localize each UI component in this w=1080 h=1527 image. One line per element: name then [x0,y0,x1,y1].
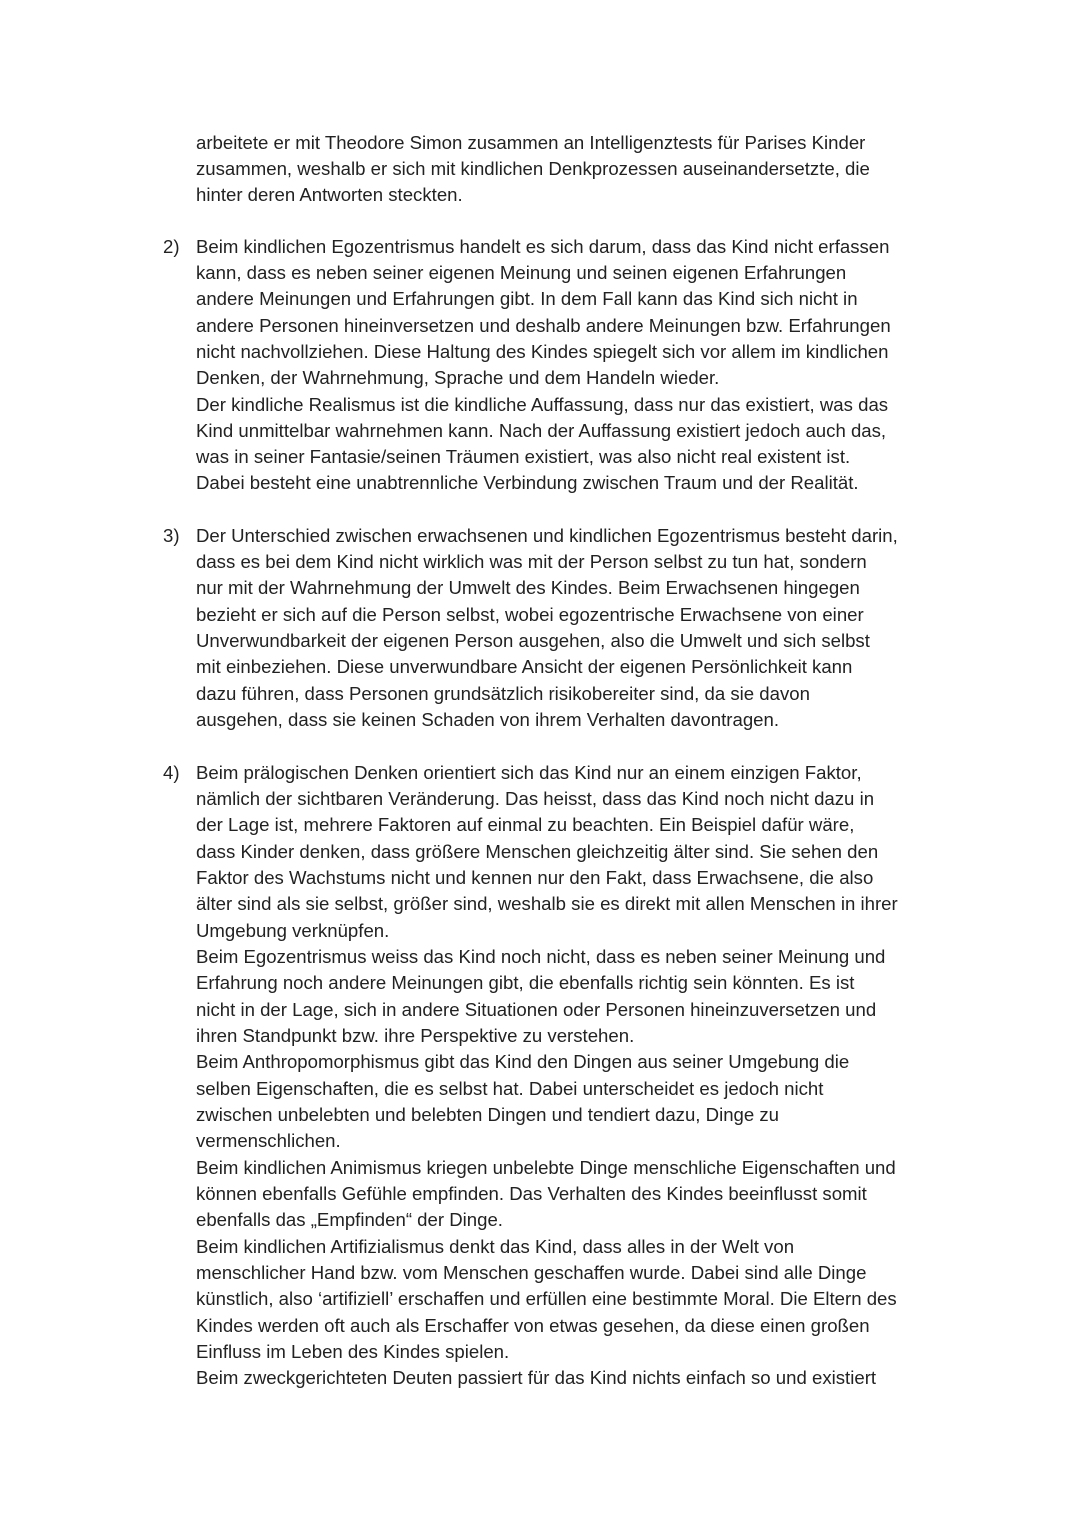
text-line: Denken, der Wahrnehmung, Sprache und dem Handeln wieder. [196,367,720,388]
item-number: 3) [163,525,180,546]
text-line: ebenfalls das „Empfinden“ der Dinge. [196,1209,503,1230]
text-line: mit einbeziehen. Diese unverwundbare Ansicht der eigenen Persönlichkeit kann [196,656,853,677]
text-line: nämlich der sichtbaren Veränderung. Das heisst, dass das Kind noch nicht dazu in [196,788,875,809]
text-line: ihren Standpunkt bzw. ihre Perspektive zu verstehen. [196,1025,635,1046]
text-line: Erfahrung noch andere Meinungen gibt, die ebenfalls richtig sein könnten. Es ist [196,972,855,993]
text-line: dass Kinder denken, dass größere Menschen gleichzeitig älter sind. Sie sehen den [196,841,879,862]
item-number: 2) [163,236,180,257]
text-line: künstlich, also ‘artifiziell’ erschaffen und erfüllen eine bestimmte Moral. Die Eltern des [196,1288,897,1309]
text-line: dass es bei dem Kind nicht wirklich was mit der Person selbst zu tun hat, sondern [196,551,867,572]
text-line: Beim Egozentrismus weiss das Kind noch nicht, dass es neben seiner Meinung und [196,946,886,967]
text-line: arbeitete er mit Theodore Simon zusammen an Intelligenztests für Parises Kinder [196,132,866,153]
text-line: dazu führen, dass Personen grundsätzlich risikobereiter sind, da sie davon [196,683,810,704]
text-line: andere Meinungen und Erfahrungen gibt. In dem Fall kann das Kind sich nicht in [196,288,858,309]
text-line: Der kindliche Realismus ist die kindliche Auffassung, dass nur das existiert, was das [196,394,889,415]
text-line: Beim kindlichen Artifizialismus denkt das Kind, dass alles in der Welt von [196,1236,795,1257]
text-line: Beim Anthropomorphismus gibt das Kind den Dingen aus seiner Umgebung die [196,1051,850,1072]
text-line: kann, dass es neben seiner eigenen Meinung und seinen eigenen Erfahrungen [196,262,847,283]
text-line: Beim kindlichen Animismus kriegen unbelebte Dinge menschliche Eigenschaften und [196,1157,896,1178]
text-line: Unverwundbarkeit der eigenen Person ausgehen, also die Umwelt und sich selbst [196,630,870,651]
text-line: was in seiner Fantasie/seinen Träumen existiert, was also nicht real existent ist. [196,446,851,467]
text-line: Beim prälogischen Denken orientiert sich das Kind nur an einem einzigen Faktor, [196,762,862,783]
text-line: nicht in der Lage, sich in andere Situationen oder Personen hineinzuversetzen und [196,999,877,1020]
text-line: nur mit der Wahrnehmung der Umwelt des Kindes. Beim Erwachsenen hingegen [196,577,860,598]
text-line: Kindes werden oft auch als Erschaffer von etwas gesehen, da diese einen großen [196,1315,870,1336]
text-line: bezieht er sich auf die Person selbst, wobei egozentrische Erwachsene von einer [196,604,864,625]
text-line: selben Eigenschaften, die es selbst hat. Dabei unterscheidet es jedoch nicht [196,1078,824,1099]
text-line: menschlicher Hand bzw. vom Menschen geschaffen wurde. Dabei sind alle Dinge [196,1262,867,1283]
text-line: Faktor des Wachstums nicht und kennen nur den Fakt, dass Erwachsene, die also [196,867,874,888]
text-line: der Lage ist, mehrere Faktoren auf einmal zu beachten. Ein Beispiel dafür wäre, [196,814,855,835]
text-line: Beim zweckgerichteten Deuten passiert für das Kind nichts einfach so und existiert [196,1367,877,1388]
item-number: 4) [163,762,180,783]
text-line: ausgehen, dass sie keinen Schaden von ihrem Verhalten davontragen. [196,709,780,730]
text-line: vermenschlichen. [196,1130,341,1151]
text-line: Dabei besteht eine unabtrennliche Verbindung zwischen Traum und der Realität. [196,472,859,493]
text-line: Kind unmittelbar wahrnehmen kann. Nach der Auffassung existiert jedoch auch das, [196,420,887,441]
text-line: andere Personen hineinversetzen und deshalb andere Meinungen bzw. Erfahrungen [196,315,891,336]
text-line: Beim kindlichen Egozentrismus handelt es sich darum, dass das Kind nicht erfassen [196,236,890,257]
text-line: Der Unterschied zwischen erwachsenen und kindlichen Egozentrismus besteht darin, [196,525,898,546]
text-line: hinter deren Antworten steckten. [196,184,463,205]
text-line: Einfluss im Leben des Kindes spielen. [196,1341,510,1362]
text-line: zwischen unbelebten und belebten Dingen und tendiert dazu, Dinge zu [196,1104,780,1125]
text-line: Umgebung verknüpfen. [196,920,390,941]
text-line: zusammen, weshalb er sich mit kindlichen Denkprozessen auseinandersetzte, die [196,158,870,179]
text-line: älter sind als sie selbst, größer sind, weshalb sie es direkt mit allen Menschen in ihrer [196,893,898,914]
text-line: können ebenfalls Gefühle empfinden. Das Verhalten des Kindes beeinflusst somit [196,1183,867,1204]
text-line: nicht nachvollziehen. Diese Haltung des Kindes spiegelt sich vor allem im kindlichen [196,341,889,362]
